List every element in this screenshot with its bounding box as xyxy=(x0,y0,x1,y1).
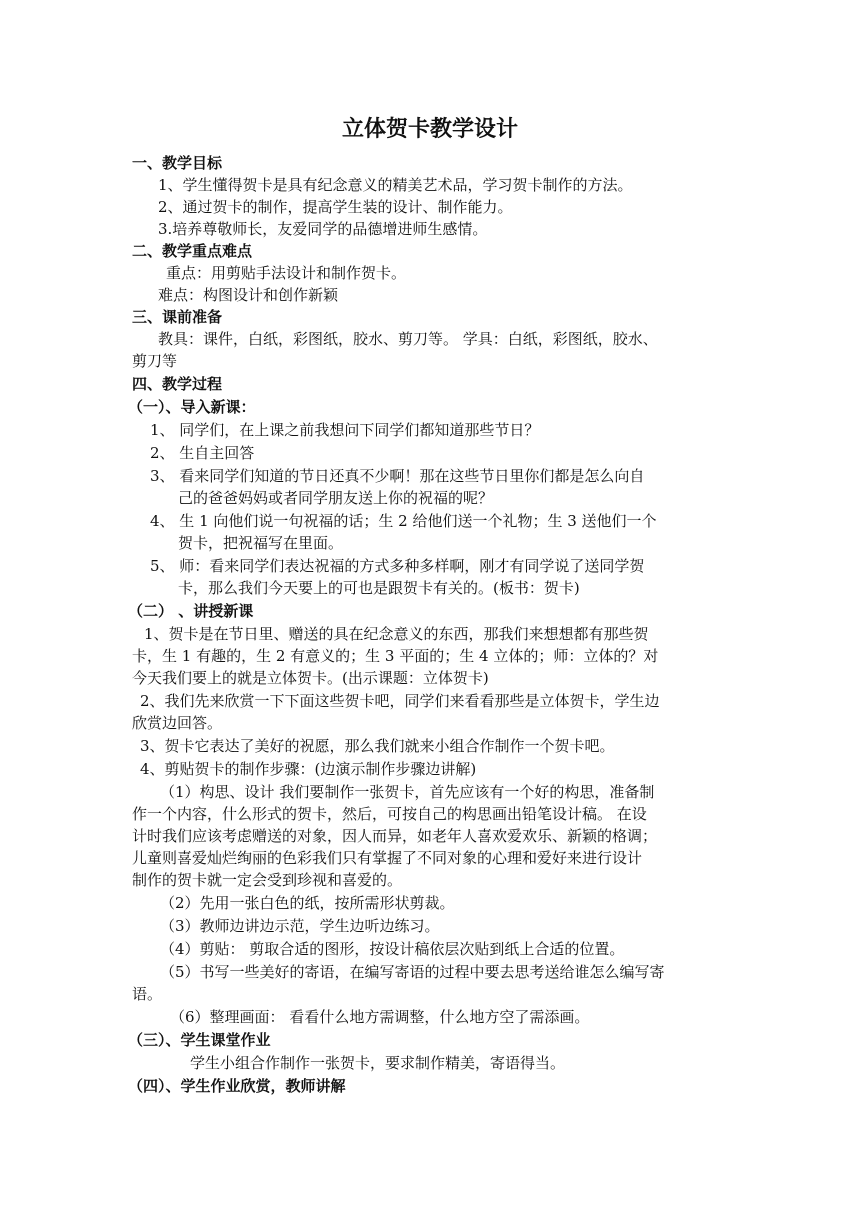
intro-step-1: 1、 同学们，在上课之前我想问下同学们都知道那些节日？ xyxy=(150,421,540,439)
preparation-text-cont: 剪刀等 xyxy=(132,352,178,370)
lesson-point-1-cont: 卡，生 1 有趣的，生 2 有意义的；生 3 平面的；生 4 立体的；师：立体的？对 xyxy=(132,647,659,665)
intro-step-3-cont: 己的爸爸妈妈或者同学朋友送上你的祝福的呢？ xyxy=(178,489,494,507)
preparation-text: 教具：课件，白纸，彩图纸，胶水、剪刀等。 学具：白纸，彩图纸，胶水、 xyxy=(158,330,658,348)
intro-step-4-cont: 贺卡，把祝福写在里面。 xyxy=(178,534,344,552)
key-point: 重点：用剪贴手法设计和制作贺卡。 xyxy=(166,264,407,282)
section-heading-process: 四、教学过程 xyxy=(132,375,223,393)
step-1: （1）构思、设计 我们要制作一张贺卡，首先应该有一个好的构思，准备制 xyxy=(160,783,655,801)
intro-step-5-cont: 卡，那么我们今天要上的可也是跟贺卡有关的。(板书：贺卡) xyxy=(178,579,580,597)
subheading-new-lesson: （二） 、讲授新课 xyxy=(128,602,254,620)
lesson-point-1-cont2: 今天我们要上的就是立体贺卡。(出示课题：立体贺卡) xyxy=(132,669,489,687)
intro-step-5: 5、 师：看来同学们表达祝福的方式多种多样啊，刚才有同学说了送同学贺 xyxy=(150,557,645,575)
lesson-point-2-cont: 欣赏边回答。 xyxy=(132,714,223,732)
step-4: （4）剪贴： 剪取合适的图形，按设计稿依层次贴到纸上合适的位置。 xyxy=(160,940,625,958)
step-5: （5）书写一些美好的寄语，在编写寄语的过程中要去思考送给谁怎么编写寄 xyxy=(160,963,665,981)
section-heading-preparation: 三、课前准备 xyxy=(132,308,223,326)
step-1-cont2: 计时我们应该考虑赠送的对象，因人而异，如老年人喜欢爱欢乐、新颖的格调； xyxy=(132,827,658,845)
lesson-point-2: 2、我们先来欣赏一下下面这些贺卡吧，同学们来看看那些是立体贺卡，学生边 xyxy=(140,692,660,710)
difficult-point: 难点：构图设计和创作新颖 xyxy=(158,286,339,304)
step-1-cont: 作一个内容，什么形式的贺卡，然后，可按自己的构思画出铅笔设计稿。 在设 xyxy=(132,805,647,823)
lesson-point-3: 3、贺卡它表达了美好的祝愿，那么我们就来小组合作制作一个贺卡吧。 xyxy=(140,737,615,755)
homework-text: 学生小组合作制作一张贺卡，要求制作精美，寄语得当。 xyxy=(190,1054,566,1072)
step-5-cont: 语。 xyxy=(132,985,163,1003)
lesson-point-4: 4、剪贴贺卡的制作步骤：(边演示制作步骤边讲解) xyxy=(140,760,477,778)
intro-step-3: 3、 看来同学们知道的节日还真不少啊！那在这些节日里你们都是怎么向自 xyxy=(150,467,645,485)
step-2: （2）先用一张白色的纸，按所需形状剪裁。 xyxy=(160,894,455,912)
document-title: 立体贺卡教学设计 xyxy=(341,116,518,142)
step-6: （6）整理画面： 看看什么地方需调整，什么地方空了需添画。 xyxy=(170,1008,590,1026)
subheading-intro: （一）、导入新课： xyxy=(128,398,256,416)
subheading-homework: （三）、学生课堂作业 xyxy=(128,1031,271,1049)
step-3: （3）教师边讲边示范，学生边听边练习。 xyxy=(160,917,440,935)
section-heading-objectives: 一、教学目标 xyxy=(132,154,223,172)
objective-1: 1、学生懂得贺卡是具有纪念意义的精美艺术品，学习贺卡制作的方法。 xyxy=(158,176,633,194)
intro-step-2: 2、 生自主回答 xyxy=(150,444,255,462)
objective-3: 3.培养尊敬师长，友爱同学的品德增进师生感情。 xyxy=(158,220,488,238)
intro-step-4: 4、 生 1 向他们说一句祝福的话；生 2 给他们送一个礼物；生 3 送他们一个 xyxy=(150,512,657,530)
step-1-cont3: 儿童则喜爱灿烂绚丽的色彩我们只有掌握了不同对象的心理和爱好来进行设计 xyxy=(132,849,643,867)
subheading-appreciation: （四）、学生作业欣赏，教师讲解 xyxy=(128,1077,346,1095)
section-heading-key-points: 二、教学重点难点 xyxy=(132,242,253,260)
objective-2: 2、通过贺卡的制作，提高学生装的设计、制作能力。 xyxy=(158,198,513,216)
step-1-cont4: 制作的贺卡就一定会受到珍视和喜爱的。 xyxy=(132,871,403,889)
lesson-point-1: 1、贺卡是在节日里、赠送的具在纪念意义的东西，那我们来想想都有那些贺 xyxy=(144,625,649,643)
